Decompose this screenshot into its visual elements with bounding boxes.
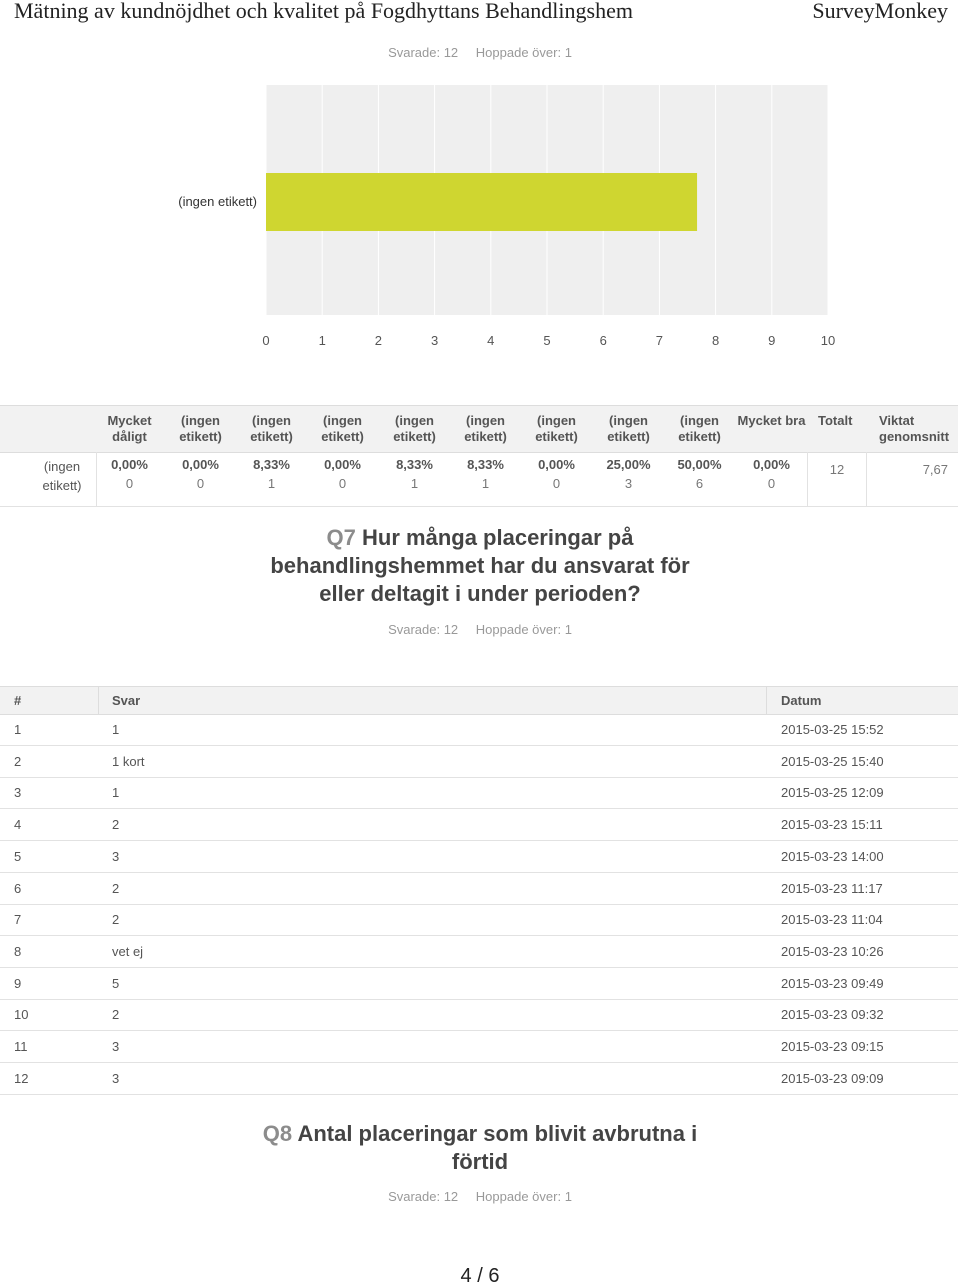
summary-header-row (0, 405, 958, 453)
row-date: 2015-03-25 15:52 (781, 722, 884, 737)
row-date: 2015-03-23 09:32 (781, 1007, 884, 1023)
row-number: 10 (14, 1007, 29, 1023)
row-answer: 1 kort (112, 753, 145, 769)
row-date: 2015-03-25 12:09 (781, 785, 884, 801)
row-answer: 1 (112, 785, 120, 801)
summary-count: 0 (196, 476, 205, 491)
table-row (0, 873, 958, 905)
summary-col-header-label: (ingen etikett) (321, 413, 364, 444)
summary-count: 1 (481, 476, 490, 491)
row-answer: 2 (112, 817, 120, 833)
x-tick-label: 1 (318, 333, 326, 348)
summary-col-header-label: (ingen etikett) (393, 413, 436, 444)
skipped-count: Hoppade över: 1 (475, 45, 572, 60)
row-number: 1 (14, 722, 22, 737)
bar-chart (0, 0, 960, 360)
row-number: 8 (14, 943, 22, 959)
x-tick-label: 0 (262, 333, 270, 348)
summary-col-header (521, 406, 592, 452)
row-date: 2015-03-23 09:15 (781, 1039, 884, 1054)
question-q8-title (240, 1120, 720, 1176)
row-answer: 2 (112, 880, 120, 896)
row-answer: 3 (112, 1070, 120, 1086)
summary-col-header-label: (ingen etikett) (607, 413, 650, 444)
x-tick-label: 4 (487, 333, 495, 348)
summary-percent: 8,33% (253, 457, 290, 472)
row-number: 5 (14, 848, 22, 864)
question-text: Hur många placeringar på behandlingshemmet har du ansvarat för eller deltagit i under perioden? (270, 525, 690, 606)
col-header-date: Datum (781, 693, 822, 708)
summary-col-header-label: (ingen etikett) (464, 413, 507, 444)
table-row (0, 936, 958, 968)
summary-col-header (307, 406, 378, 452)
table-row (0, 1031, 958, 1063)
row-number: 3 (14, 785, 22, 801)
summary-col-header-label: (ingen etikett) (678, 413, 721, 444)
row-date: 2015-03-23 11:17 (781, 880, 883, 896)
brand-logo: SurveyMonkey (812, 0, 948, 23)
bar (266, 173, 697, 231)
skipped-count: Hoppade över: 1 (475, 622, 572, 637)
row-date: 2015-03-23 09:49 (781, 975, 884, 991)
question-text: Antal placeringar som blivit avbrutna i förtid (297, 1121, 698, 1174)
summary-count: 0 (767, 476, 776, 491)
summary-percent: 25,00% (606, 457, 651, 472)
summary-count: 0 (338, 476, 347, 491)
document-title: Mätning av kundnöjdhet och kvalitet på Fogdhyttans Behandlingshem (14, 0, 633, 23)
answered-count: Svarade: 12 (388, 45, 459, 60)
summary-count: 0 (552, 476, 561, 491)
x-tick-label: 10 (820, 333, 836, 348)
table-row (0, 904, 958, 936)
row-number: 7 (14, 912, 22, 928)
x-tick-label: 8 (711, 333, 720, 348)
summary-col-header (379, 406, 450, 452)
row-answer: 3 (112, 1039, 120, 1054)
row-number: 12 (14, 1070, 29, 1086)
table-row (0, 841, 958, 873)
row-number: 11 (14, 1039, 28, 1054)
summary-col-header (94, 406, 165, 452)
table-row (0, 777, 958, 809)
x-tick-label: 2 (374, 333, 383, 348)
row-date: 2015-03-23 10:26 (781, 943, 884, 959)
category-label: (ingen etikett) (178, 194, 257, 209)
row-date: 2015-03-23 14:00 (781, 848, 884, 864)
row-answer: 2 (112, 1007, 120, 1023)
summary-col-header (664, 406, 735, 452)
responses-header-row (0, 686, 958, 715)
table-row (0, 746, 958, 778)
col-header-answer: Svar (112, 693, 141, 708)
summary-count: 3 (624, 476, 633, 491)
row-number: 4 (14, 817, 22, 833)
summary-col-header-label: (ingen etikett) (179, 413, 222, 444)
table-row (0, 999, 958, 1031)
table-row (0, 714, 958, 746)
summary-percent: 0,00% (538, 457, 575, 472)
summary-count: 1 (410, 476, 419, 491)
summary-col-header-label: (ingen etikett) (250, 413, 293, 444)
summary-percent: 0,00% (753, 457, 790, 472)
summary-col-header-label: Mycket bra (737, 413, 806, 428)
summary-percent: 50,00% (677, 457, 722, 472)
row-number: 6 (14, 880, 22, 896)
row-answer: vet ej (112, 943, 144, 959)
q7-response-stats (0, 622, 960, 637)
row-answer: 1 (112, 722, 120, 737)
skipped-count: Hoppade över: 1 (475, 1189, 572, 1204)
table-row (0, 968, 958, 1000)
question-number: Q7 (326, 525, 356, 550)
x-tick-label: 7 (655, 333, 664, 348)
q8-response-stats (0, 1189, 960, 1204)
summary-count: 6 (695, 476, 704, 491)
row-date: 2015-03-23 11:04 (781, 912, 883, 928)
summary-count: 0 (125, 476, 134, 491)
question-number: Q8 (262, 1121, 293, 1146)
summary-average-header: Viktat genomsnitt (879, 413, 950, 444)
row-date: 2015-03-23 09:09 (781, 1070, 884, 1086)
table-row (0, 1063, 958, 1095)
summary-col-header (450, 406, 521, 452)
answered-count: Svarade: 12 (388, 1189, 459, 1204)
summary-percent: 8,33% (467, 457, 504, 472)
summary-total-header: Totalt (818, 413, 853, 428)
summary-percent: 0,00% (324, 457, 361, 472)
summary-percent: 0,00% (111, 457, 148, 472)
row-number: 9 (14, 975, 22, 991)
x-tick-label: 9 (768, 333, 776, 348)
page-number: 4 / 6 (460, 1265, 500, 1287)
row-number: 2 (14, 753, 22, 769)
x-tick-label: 6 (599, 333, 607, 348)
question-q7-title (250, 524, 710, 608)
row-date: 2015-03-23 15:11 (781, 817, 883, 833)
table-row (0, 809, 958, 841)
summary-col-header (736, 406, 807, 452)
row-date: 2015-03-25 15:40 (781, 753, 884, 769)
x-tick-label: 5 (543, 333, 551, 348)
summary-col-header (165, 406, 236, 452)
summary-percent: 8,33% (396, 457, 433, 472)
summary-data-row (0, 452, 958, 507)
summary-percent: 0,00% (182, 457, 219, 472)
col-header-number: # (14, 693, 22, 708)
summary-col-header-label: Mycket dåligt (107, 413, 152, 444)
summary-col-header-label: (ingen etikett) (535, 413, 578, 444)
row-answer: 3 (112, 848, 120, 864)
answered-count: Svarade: 12 (388, 622, 459, 637)
x-tick-label: 3 (430, 333, 439, 348)
summary-total: 12 (829, 462, 845, 477)
summary-row-label: (ingen etikett) (42, 459, 82, 493)
summary-average: 7,67 (922, 462, 948, 477)
row-answer: 2 (112, 912, 120, 928)
summary-count: 1 (267, 476, 276, 491)
row-answer: 5 (112, 975, 120, 991)
summary-col-header (593, 406, 664, 452)
summary-col-header (236, 406, 307, 452)
